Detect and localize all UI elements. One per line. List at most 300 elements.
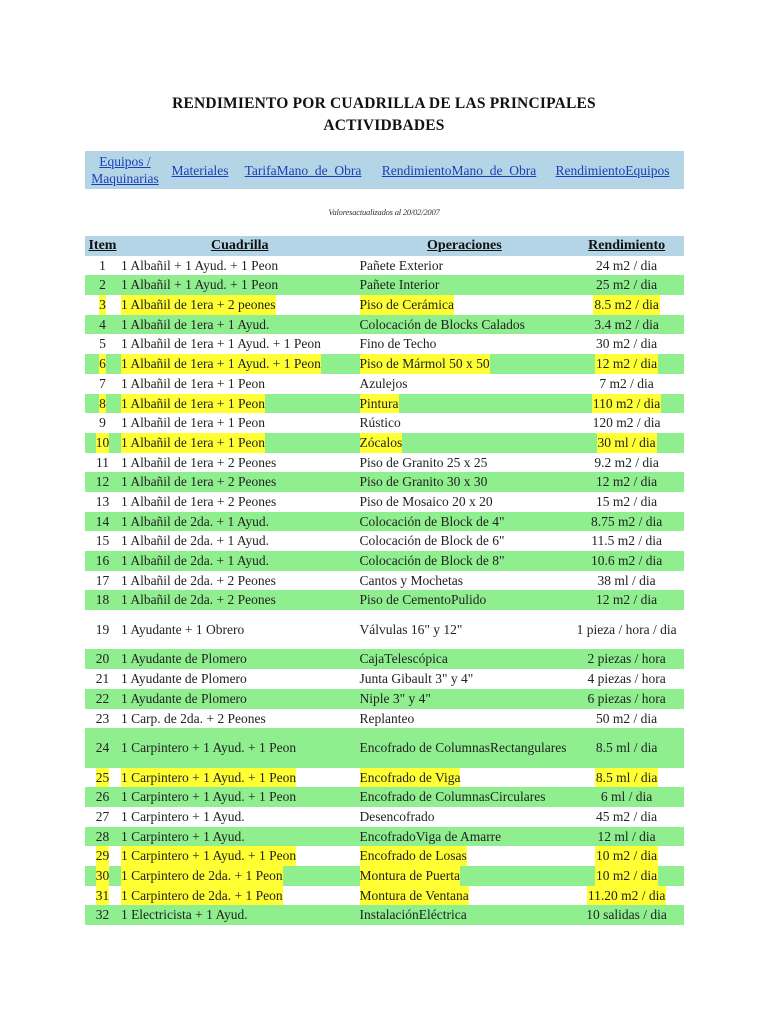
cell-operacion xyxy=(359,413,570,433)
cell-cuadrilla-text: 1 Albañil de 1era + 1 Ayud. + 1 Peon xyxy=(121,354,321,374)
nav-link-tarifa-mano-de-obra[interactable]: TarifaMano_de_Obra xyxy=(244,162,362,178)
cell-item-text: 18 xyxy=(95,592,110,608)
cell-rendimiento-text: 12 m2 / dia xyxy=(595,354,658,374)
cell-item-text: 26 xyxy=(95,789,110,805)
cell-cuadrilla xyxy=(120,413,359,433)
cell-operacion xyxy=(359,728,570,767)
cell-item xyxy=(85,866,120,886)
cell-item-text: 7 xyxy=(99,375,106,391)
cell-rendimiento xyxy=(569,728,684,767)
cell-item-text: 23 xyxy=(95,710,110,726)
cell-rendimiento-text: 45 m2 / dia xyxy=(596,808,658,824)
cell-item xyxy=(85,886,120,906)
cell-item xyxy=(85,610,120,649)
cell-cuadrilla xyxy=(120,768,359,788)
cell-item xyxy=(85,768,120,788)
cell-rendimiento xyxy=(569,453,684,473)
cell-rendimiento xyxy=(569,394,684,414)
cell-cuadrilla-text: 1 Albañil de 1era + 2 Peones xyxy=(120,454,277,470)
cell-rendimiento xyxy=(569,472,684,492)
cell-operacion xyxy=(359,551,570,571)
cell-rendimiento-text: 10 salidas / dia xyxy=(586,907,667,923)
cell-operacion xyxy=(359,374,570,394)
cell-rendimiento-text: 10 m2 / dia xyxy=(595,866,658,886)
page-title xyxy=(0,93,768,137)
cell-cuadrilla-text: 1 Albañil de 1era + 1 Ayud. xyxy=(120,316,270,332)
cell-operacion-text: Azulejos xyxy=(359,375,408,391)
cell-cuadrilla-text: 1 Albañil de 2da. + 1 Ayud. xyxy=(120,533,270,549)
cell-cuadrilla xyxy=(120,551,359,571)
cell-item-text: 17 xyxy=(95,572,110,588)
cell-operacion-text: EncofradoViga de Amarre xyxy=(359,828,502,844)
cell-item xyxy=(85,590,120,610)
cell-rendimiento-text: 110 m2 / dia xyxy=(592,394,661,414)
cell-item xyxy=(85,649,120,669)
cell-operacion-text: Piso de Granito 25 x 25 xyxy=(359,454,488,470)
cell-cuadrilla-text: 1 Ayudante de Plomero xyxy=(120,671,247,687)
cell-rendimiento xyxy=(569,433,684,453)
cell-item xyxy=(85,433,120,453)
cell-operacion xyxy=(359,453,570,473)
cell-cuadrilla xyxy=(120,610,359,649)
cell-cuadrilla xyxy=(120,787,359,807)
cell-rendimiento xyxy=(569,827,684,847)
cell-operacion xyxy=(359,787,570,807)
cell-item xyxy=(85,374,120,394)
cell-rendimiento-text: 4 piezas / hora xyxy=(587,671,666,687)
cell-cuadrilla-text: 1 Albañil de 1era + 1 Peon xyxy=(120,375,266,391)
table-row xyxy=(85,374,684,394)
cell-rendimiento xyxy=(569,866,684,886)
cell-cuadrilla-text: 1 Ayudante de Plomero xyxy=(120,690,247,706)
cell-rendimiento xyxy=(569,275,684,295)
cell-operacion xyxy=(359,610,570,649)
cell-item xyxy=(85,492,120,512)
cell-rendimiento-text: 10 m2 / dia xyxy=(595,846,658,866)
cell-rendimiento xyxy=(569,492,684,512)
cell-item xyxy=(85,689,120,709)
cell-rendimiento xyxy=(569,413,684,433)
cell-cuadrilla xyxy=(120,807,359,827)
cell-operacion-text: Montura de Puerta xyxy=(360,866,460,886)
cell-cuadrilla xyxy=(120,886,359,906)
cell-item xyxy=(85,472,120,492)
cell-cuadrilla-text: 1 Albañil de 2da. + 1 Ayud. xyxy=(120,553,270,568)
cell-rendimiento-text: 30 m2 / dia xyxy=(596,336,658,352)
cell-operacion-text: Encofrado de Losas xyxy=(360,846,467,866)
cell-operacion xyxy=(359,590,570,610)
cell-operacion xyxy=(359,394,570,414)
cell-rendimiento xyxy=(569,512,684,532)
table-row xyxy=(85,394,684,414)
cell-rendimiento-text: 11.5 m2 / dia xyxy=(591,533,662,549)
cell-cuadrilla xyxy=(120,492,359,512)
cell-cuadrilla-text: 1 Carpintero de 2da. + 1 Peon xyxy=(121,886,283,906)
cell-operacion-text: Encofrado de ColumnasCirculares xyxy=(359,789,546,805)
cell-item-text: 11 xyxy=(95,454,109,470)
cell-cuadrilla xyxy=(120,669,359,689)
cell-cuadrilla-text: 1 Carpintero + 1 Ayud. + 1 Peon xyxy=(121,846,296,866)
cell-operacion-text: Pañete Exterior xyxy=(359,257,444,273)
cell-cuadrilla-text: 1 Albañil de 1era + 2 Peones xyxy=(120,474,277,490)
cell-cuadrilla-text: 1 Carpintero de 2da. + 1 Peon xyxy=(121,866,283,886)
cell-cuadrilla-text: 1 Albañil de 1era + 2 Peones xyxy=(120,493,277,509)
cell-cuadrilla xyxy=(120,827,359,847)
cell-operacion-text: Encofrado de ColumnasRectangulares xyxy=(359,740,567,756)
cell-rendimiento-text: 9.2 m2 / dia xyxy=(594,454,659,470)
cell-cuadrilla-text: 1 Ayudante + 1 Obrero xyxy=(120,622,245,638)
cell-operacion xyxy=(359,669,570,689)
cell-cuadrilla xyxy=(120,689,359,709)
cell-item xyxy=(85,728,120,767)
nav-link-rendimiento-mano-de-obra[interactable]: RendimientoMano_de_Obra xyxy=(381,162,537,178)
cell-rendimiento-text: 25 m2 / dia xyxy=(596,277,658,293)
cell-operacion xyxy=(359,531,570,551)
table-row xyxy=(85,275,684,295)
cell-cuadrilla xyxy=(120,256,359,276)
cell-operacion-text: Replanteo xyxy=(359,710,415,726)
cell-item xyxy=(85,787,120,807)
table-row xyxy=(85,453,684,473)
cell-item-text: 6 xyxy=(99,354,106,374)
cell-item-text: 27 xyxy=(95,808,110,824)
cell-item xyxy=(85,315,120,335)
table-row xyxy=(85,413,684,433)
cell-rendimiento-text: 2 piezas / hora xyxy=(587,651,666,667)
cell-item-text: 2 xyxy=(99,277,106,293)
cell-rendimiento xyxy=(569,905,684,925)
cell-cuadrilla xyxy=(120,374,359,394)
cell-item-text: 9 xyxy=(99,415,106,431)
table-row xyxy=(85,531,684,551)
cell-operacion-text: Colocación de Block de 8" xyxy=(359,553,505,568)
cell-rendimiento-text: 12 m2 / dia xyxy=(596,474,658,490)
cell-cuadrilla-text: 1 Carpintero + 1 Ayud. + 1 Peon xyxy=(120,789,297,805)
cell-item xyxy=(85,827,120,847)
table-row xyxy=(85,256,684,276)
cell-rendimiento-text: 3.4 m2 / dia xyxy=(594,316,659,332)
cell-operacion-text: Pañete Interior xyxy=(359,277,440,293)
table-header xyxy=(85,236,684,256)
cell-rendimiento xyxy=(569,256,684,276)
cell-item-text: 4 xyxy=(99,316,106,332)
cell-operacion xyxy=(359,649,570,669)
cell-cuadrilla-text: 1 Albañil de 1era + 2 peones xyxy=(121,295,276,315)
cell-rendimiento xyxy=(569,689,684,709)
cell-rendimiento-text: 8.75 m2 / dia xyxy=(590,513,663,529)
cell-rendimiento xyxy=(569,649,684,669)
cell-cuadrilla xyxy=(120,354,359,374)
cell-item-text: 13 xyxy=(95,493,110,509)
cell-cuadrilla-text: 1 Electricista + 1 Ayud. xyxy=(120,907,248,923)
cell-operacion-text: Rústico xyxy=(359,415,401,431)
cell-operacion-text: Cantos y Mochetas xyxy=(359,572,464,588)
cell-rendimiento-text: 7 m2 / dia xyxy=(599,375,654,391)
cell-item xyxy=(85,807,120,827)
cell-rendimiento xyxy=(569,295,684,315)
cell-cuadrilla xyxy=(120,846,359,866)
cell-cuadrilla-text: 1 Ayudante de Plomero xyxy=(120,651,247,667)
cell-rendimiento-text: 1 pieza / hora / dia xyxy=(576,622,677,638)
cell-rendimiento xyxy=(569,590,684,610)
table-row xyxy=(85,649,684,669)
cell-rendimiento-text: 8.5 ml / dia xyxy=(595,768,659,788)
table-row xyxy=(85,886,684,906)
cell-operacion xyxy=(359,315,570,335)
table-row xyxy=(85,551,684,571)
cell-operacion xyxy=(359,905,570,925)
cell-rendimiento-text: 38 ml / dia xyxy=(597,572,656,588)
cell-rendimiento xyxy=(569,886,684,906)
cell-item xyxy=(85,571,120,591)
cell-item xyxy=(85,256,120,276)
cell-item xyxy=(85,551,120,571)
cell-operacion-text: Montura de Ventana xyxy=(360,886,469,906)
cell-operacion-text: InstalaciónEléctrica xyxy=(359,907,467,923)
cell-operacion xyxy=(359,295,570,315)
table-row xyxy=(85,787,684,807)
table-row xyxy=(85,669,684,689)
cell-item xyxy=(85,846,120,866)
cell-item-text: 14 xyxy=(95,513,110,529)
cell-rendimiento-text: 8.5 m2 / dia xyxy=(593,295,660,315)
cell-rendimiento xyxy=(569,315,684,335)
cell-rendimiento xyxy=(569,669,684,689)
table-row xyxy=(85,709,684,729)
table-row xyxy=(85,433,684,453)
cell-cuadrilla xyxy=(120,709,359,729)
cell-item-text: 20 xyxy=(95,651,110,667)
table-row xyxy=(85,768,684,788)
cell-operacion-text: Desencofrado xyxy=(359,808,435,824)
cell-item-text: 16 xyxy=(95,553,110,568)
table-row xyxy=(85,807,684,827)
cell-item xyxy=(85,709,120,729)
table-row xyxy=(85,590,684,610)
cell-item xyxy=(85,275,120,295)
table-row xyxy=(85,512,684,532)
cell-rendimiento xyxy=(569,531,684,551)
cell-rendimiento-text: 10.6 m2 / dia xyxy=(590,553,663,568)
cell-rendimiento-text: 15 m2 / dia xyxy=(596,493,658,509)
cell-item xyxy=(85,453,120,473)
cell-operacion xyxy=(359,472,570,492)
cell-rendimiento-text: 30 ml / dia xyxy=(597,433,657,453)
cell-cuadrilla xyxy=(120,472,359,492)
cell-cuadrilla xyxy=(120,649,359,669)
table-row xyxy=(85,827,684,847)
nav-link-materiales[interactable]: Materiales xyxy=(171,162,229,178)
cell-operacion xyxy=(359,433,570,453)
cell-rendimiento xyxy=(569,610,684,649)
cell-item-text: 31 xyxy=(96,886,110,906)
cell-item-text: 10 xyxy=(96,433,110,453)
cell-operacion-text: Piso de Cerámica xyxy=(360,295,454,315)
cell-operacion-text: Colocación de Block de 6" xyxy=(359,533,505,549)
cell-cuadrilla-text: 1 Albañil + 1 Ayud. + 1 Peon xyxy=(120,257,279,273)
cell-operacion xyxy=(359,768,570,788)
table-row xyxy=(85,492,684,512)
cell-rendimiento-text: 120 m2 / dia xyxy=(592,415,661,431)
cell-item xyxy=(85,354,120,374)
cell-operacion xyxy=(359,275,570,295)
table-row xyxy=(85,689,684,709)
cell-cuadrilla-text: 1 Albañil + 1 Ayud. + 1 Peon xyxy=(120,277,279,293)
update-note: Valoresactualizados al 20/02/2007 xyxy=(328,207,440,217)
cell-cuadrilla xyxy=(120,275,359,295)
cell-rendimiento xyxy=(569,334,684,354)
table-body xyxy=(85,256,684,925)
cell-item xyxy=(85,669,120,689)
header-cuadrilla: Cuadrilla xyxy=(210,238,269,253)
table-row xyxy=(85,728,684,767)
cell-operacion-text: Zócalos xyxy=(360,433,403,453)
table-row xyxy=(85,295,684,315)
table-row xyxy=(85,472,684,492)
table-row xyxy=(85,354,684,374)
cell-rendimiento-text: 8.5 ml / dia xyxy=(595,740,658,756)
header-operaciones: Operaciones xyxy=(427,238,502,253)
nav-bar xyxy=(85,151,684,189)
cell-cuadrilla xyxy=(120,433,359,453)
cell-cuadrilla-text: 1 Albañil de 2da. + 2 Peones xyxy=(120,592,276,608)
cell-operacion-text: Niple 3" y 4" xyxy=(359,690,431,706)
cell-operacion xyxy=(359,689,570,709)
cell-operacion-text: Válvulas 16" y 12" xyxy=(359,622,463,638)
cell-item-text: 24 xyxy=(95,740,110,756)
cell-operacion-text: Fino de Techo xyxy=(359,336,437,352)
cell-item-text: 29 xyxy=(96,846,110,866)
cell-cuadrilla-text: 1 Albañil de 2da. + 2 Peones xyxy=(120,572,276,588)
cell-operacion-text: CajaTelescópica xyxy=(359,651,448,667)
cell-cuadrilla-text: 1 Albañil de 2da. + 1 Ayud. xyxy=(120,513,270,529)
cell-operacion xyxy=(359,512,570,532)
cell-item xyxy=(85,394,120,414)
cell-rendimiento xyxy=(569,374,684,394)
cell-item xyxy=(85,905,120,925)
header-rendimiento: Rendimiento xyxy=(588,238,666,253)
cell-item xyxy=(85,531,120,551)
cell-operacion-text: Colocación de Blocks Calados xyxy=(359,316,525,332)
cell-cuadrilla-text: 1 Carpintero + 1 Ayud. + 1 Peon xyxy=(120,740,297,756)
cell-item-text: 15 xyxy=(95,533,110,549)
cell-rendimiento-text: 50 m2 / dia xyxy=(596,710,658,726)
nav-link-equipos-maquinarias[interactable]: Equipos / Maquinarias xyxy=(91,154,159,186)
title-line-2: ACTIVIDBADES xyxy=(323,117,445,134)
cell-cuadrilla xyxy=(120,590,359,610)
cell-rendimiento xyxy=(569,768,684,788)
cell-operacion-text: Pintura xyxy=(360,394,399,414)
cell-operacion xyxy=(359,709,570,729)
cell-rendimiento-text: 12 m2 / dia xyxy=(596,592,658,608)
cell-operacion xyxy=(359,807,570,827)
cell-item-text: 1 xyxy=(99,257,106,273)
cell-cuadrilla xyxy=(120,531,359,551)
cell-rendimiento xyxy=(569,846,684,866)
cell-operacion-text: Piso de CementoPulido xyxy=(359,592,487,608)
cell-item-text: 32 xyxy=(95,907,110,923)
cell-rendimiento xyxy=(569,787,684,807)
cell-operacion-text: Colocación de Block de 4" xyxy=(359,513,505,529)
cell-cuadrilla-text: 1 Albañil de 1era + 1 Peon xyxy=(121,433,265,453)
cell-rendimiento xyxy=(569,571,684,591)
table-row xyxy=(85,905,684,925)
cell-item-text: 30 xyxy=(96,866,110,886)
cell-rendimiento-text: 12 ml / dia xyxy=(597,828,656,844)
cell-item xyxy=(85,413,120,433)
cell-operacion xyxy=(359,866,570,886)
cell-operacion-text: Piso de Mármol 50 x 50 xyxy=(360,354,490,374)
cell-operacion-text: Piso de Granito 30 x 30 xyxy=(359,474,488,490)
cell-cuadrilla xyxy=(120,453,359,473)
cell-cuadrilla xyxy=(120,905,359,925)
cell-operacion xyxy=(359,334,570,354)
nav-link-rendimiento-equipos[interactable]: RendimientoEquipos xyxy=(555,162,670,178)
cell-operacion xyxy=(359,256,570,276)
table-row xyxy=(85,315,684,335)
cell-cuadrilla xyxy=(120,512,359,532)
cell-item-text: 12 xyxy=(95,474,110,490)
cell-cuadrilla-text: 1 Albañil de 1era + 1 Peon xyxy=(120,415,266,431)
cell-item xyxy=(85,334,120,354)
cell-cuadrilla xyxy=(120,394,359,414)
header-item: Item xyxy=(88,238,117,253)
cell-operacion xyxy=(359,886,570,906)
cell-rendimiento-text: 24 m2 / dia xyxy=(596,257,658,273)
cell-operacion xyxy=(359,827,570,847)
cell-cuadrilla-text: 1 Carpintero + 1 Ayud. xyxy=(120,808,245,824)
table-row xyxy=(85,846,684,866)
cell-cuadrilla-text: 1 Carpintero + 1 Ayud. + 1 Peon xyxy=(121,768,296,788)
cell-item-text: 28 xyxy=(95,828,110,844)
rendimiento-table xyxy=(85,236,684,925)
cell-cuadrilla xyxy=(120,334,359,354)
cell-item-text: 25 xyxy=(96,768,110,788)
cell-operacion xyxy=(359,354,570,374)
cell-rendimiento xyxy=(569,354,684,374)
cell-item-text: 3 xyxy=(99,295,106,315)
table-row xyxy=(85,334,684,354)
cell-operacion xyxy=(359,846,570,866)
cell-item xyxy=(85,512,120,532)
cell-item-text: 19 xyxy=(95,622,110,638)
cell-item xyxy=(85,295,120,315)
cell-rendimiento xyxy=(569,551,684,571)
cell-cuadrilla xyxy=(120,728,359,767)
cell-operacion-text: Piso de Mosaico 20 x 20 xyxy=(359,493,493,509)
cell-rendimiento xyxy=(569,807,684,827)
cell-item-text: 5 xyxy=(99,336,106,352)
cell-operacion xyxy=(359,492,570,512)
cell-operacion xyxy=(359,571,570,591)
cell-cuadrilla-text: 1 Carp. de 2da. + 2 Peones xyxy=(120,710,266,726)
cell-cuadrilla-text: 1 Carpintero + 1 Ayud. xyxy=(120,828,245,844)
cell-operacion-text: Encofrado de Viga xyxy=(360,768,461,788)
table-row xyxy=(85,610,684,649)
cell-cuadrilla xyxy=(120,295,359,315)
table-row xyxy=(85,866,684,886)
table-row xyxy=(85,571,684,591)
cell-rendimiento xyxy=(569,709,684,729)
cell-rendimiento-text: 11.20 m2 / dia xyxy=(587,886,667,906)
title-line-1: RENDIMIENTO POR CUADRILLA DE LAS PRINCIPALES xyxy=(172,95,596,112)
cell-operacion-text: Junta Gibault 3" y 4" xyxy=(359,671,474,687)
cell-cuadrilla xyxy=(120,866,359,886)
cell-cuadrilla-text: 1 Albañil de 1era + 1 Peon xyxy=(121,394,265,414)
cell-item-text: 8 xyxy=(99,394,106,414)
cell-cuadrilla xyxy=(120,315,359,335)
cell-rendimiento-text: 6 ml / dia xyxy=(600,789,653,805)
